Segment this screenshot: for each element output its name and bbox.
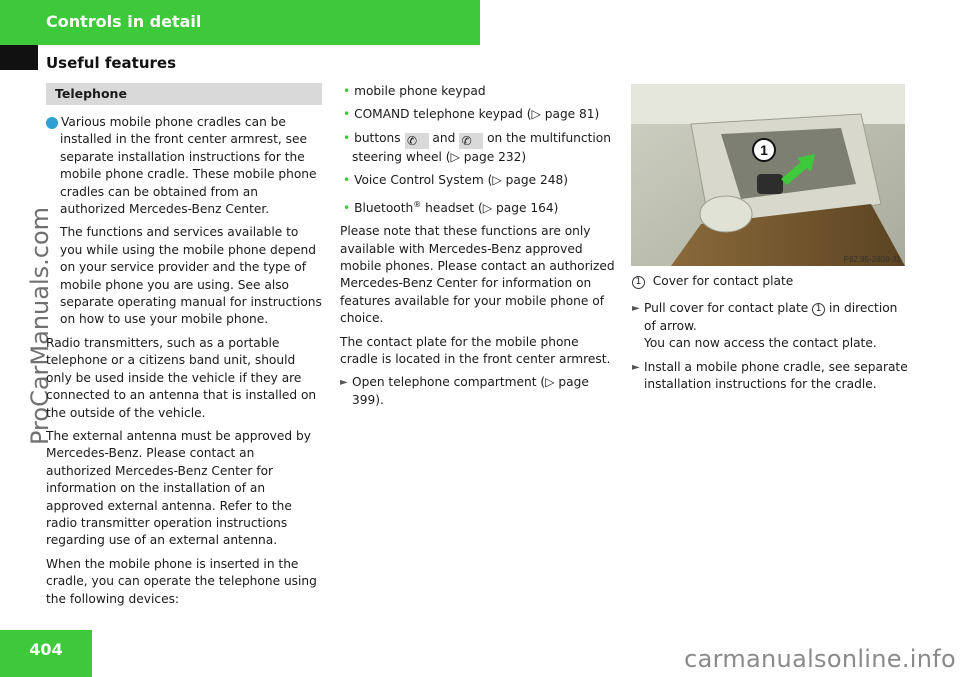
info-paragraph: The functions and services available to you while using the mobile phone depend on your service provider and the type of mobile phone you are using. See also separate operating manual for instructions on how to use your mobile phone. bbox=[60, 225, 322, 327]
page-number: 404 bbox=[29, 640, 63, 659]
header-marker bbox=[0, 45, 38, 70]
right-column bbox=[632, 273, 912, 399]
header-title: Controls in detail bbox=[46, 12, 202, 31]
instruction-step: ► Install a mobile phone cradle, see separate installation instructions for the cradle. bbox=[632, 359, 908, 392]
instruction-step: ► Pull cover for contact plate 1 in direction of arrow. You can now access the contact plate. bbox=[632, 301, 898, 351]
paragraph: The external antenna must be approved by Mercedes-Benz. Please contact an authorized Mercedes-Benz Center for information on the installation of an approved external antenna. Refer to the radio transmitter operation instructions regarding use of an external antenna. bbox=[46, 428, 311, 548]
photo-legend: 1 Cover for contact plate bbox=[632, 273, 912, 290]
step-arrow-icon: ► bbox=[632, 303, 640, 315]
phone-pickup-icon: ✆ bbox=[405, 133, 429, 149]
paragraph: Radio transmitters, such as a portable telephone or a citizens band unit, should only be used inside the vehicle if they are connected to an antenna that is installed on the outside of the vehicle. bbox=[46, 335, 317, 420]
photo-code: P82.95-2809-31 bbox=[843, 255, 901, 264]
list-item: • buttons ✆ and ✆ on the multifunction steering wheel (▷ page 232) bbox=[343, 130, 611, 164]
left-column bbox=[43, 83, 322, 614]
step-arrow-icon: ► bbox=[632, 361, 640, 373]
info-paragraph: i Various mobile phone cradles can be installed in the front center armrest, see separate installation instructions for the mobile phone cradle. These mobile phone cradles can be obtained from an authorized Mercedes-Benz Center. bbox=[43, 115, 317, 217]
paragraph: The contact plate for the mobile phone cradle is located in the front center armrest. bbox=[340, 334, 611, 366]
step-arrow-icon: ► bbox=[340, 377, 348, 389]
info-icon: i bbox=[46, 117, 58, 129]
photo-callout: 1 bbox=[760, 142, 768, 158]
side-watermark: ProCarManuals.com bbox=[26, 206, 54, 445]
paragraph: Please note that these functions are only available with Mercedes-Benz approved mobile phones. Please contact an authorized Mercedes-Benz Center for information on features available for your mobile phone of choice. bbox=[340, 224, 615, 326]
phone-hangup-icon: ✆ bbox=[459, 133, 483, 149]
list-item: • Voice Control System (▷ page 248) bbox=[343, 173, 568, 188]
list-item: • Bluetooth® headset (▷ page 164) bbox=[343, 199, 559, 215]
site-watermark: carmanualsonline.info bbox=[684, 645, 956, 673]
instruction-step: ► Open telephone compartment (▷ page 399). bbox=[340, 375, 589, 407]
armrest-photo bbox=[631, 84, 905, 266]
list-item: • mobile phone keypad bbox=[343, 84, 486, 98]
middle-column bbox=[340, 83, 618, 415]
section-heading: Useful features bbox=[46, 54, 177, 72]
paragraph: When the mobile phone is inserted in the cradle, you can operate the telephone using the following devices: bbox=[46, 556, 317, 606]
telephone-section-title: Telephone bbox=[46, 83, 322, 105]
list-item: • COMAND telephone keypad (▷ page 81) bbox=[343, 107, 600, 122]
